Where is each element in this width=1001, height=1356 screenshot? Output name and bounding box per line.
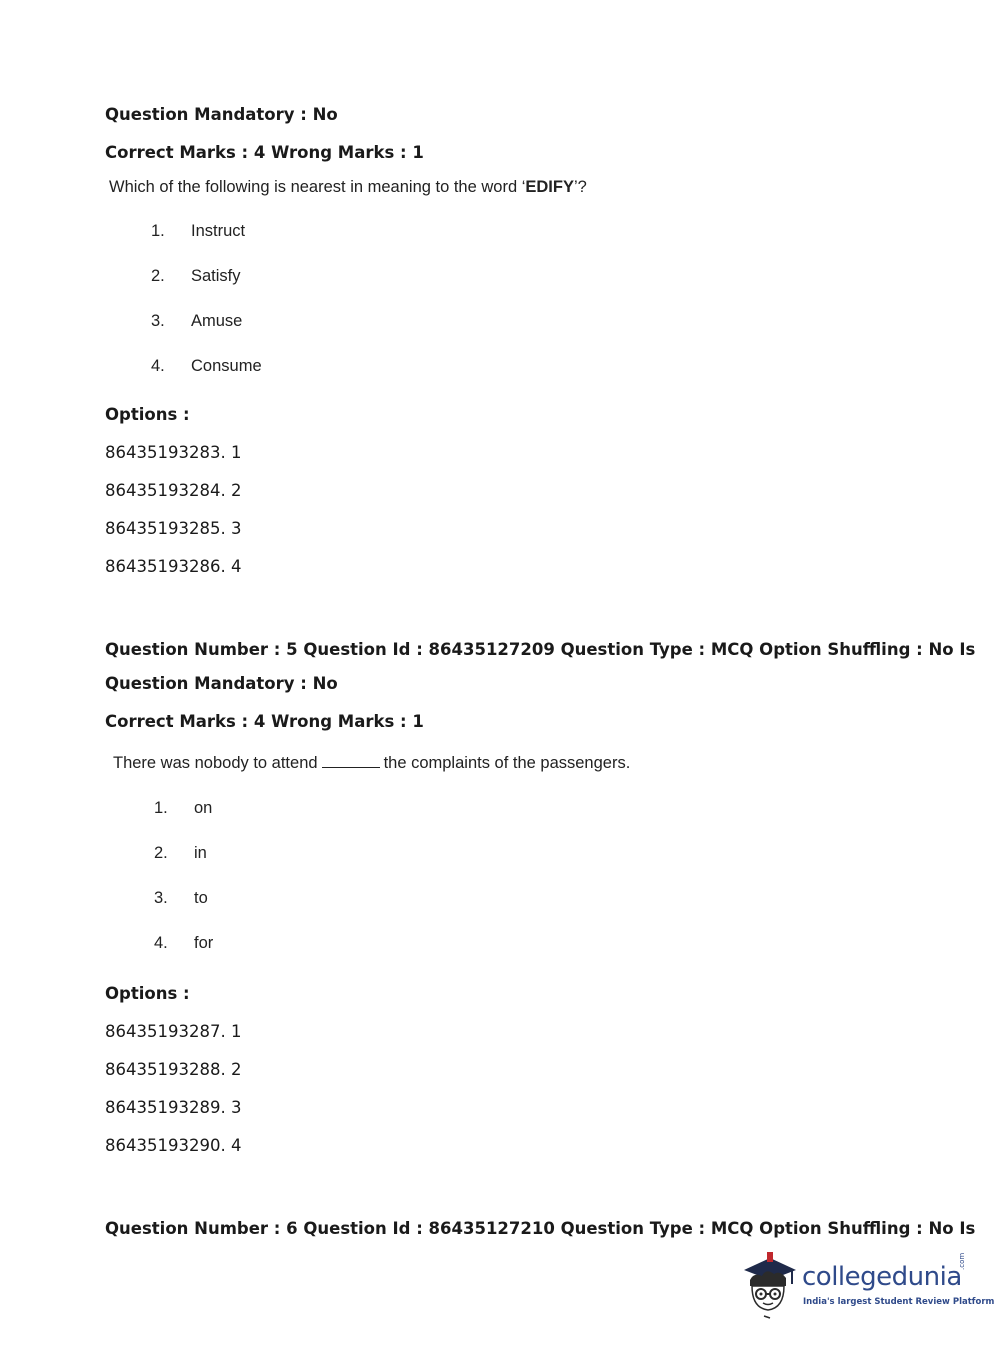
q4-choice-number: 4.: [151, 357, 165, 375]
q4-choice: [151, 356, 262, 376]
q5-options-heading: Options :: [105, 984, 190, 1003]
q5-choice-label: in: [194, 844, 207, 862]
collegedunia-logo: [740, 1250, 995, 1322]
q4-option-id: 86435193283. 1: [105, 443, 242, 462]
q5-choice: [154, 933, 213, 953]
q4-marks: Correct Marks : 4 Wrong Marks : 1: [105, 143, 424, 162]
q5-option-id: 86435193289. 3: [105, 1098, 242, 1117]
q5-choice-label: on: [194, 799, 213, 817]
q4-choice-label: Instruct: [191, 222, 246, 240]
q4-choice-number: 2.: [151, 267, 165, 285]
q5-choice: [154, 843, 207, 863]
q5-option-id: 86435193287. 1: [105, 1022, 242, 1041]
fill-in-blank: [322, 753, 380, 768]
logo-tagline: India's largest Student Review Platform: [803, 1297, 995, 1307]
q5-choice-number: 1.: [154, 799, 168, 817]
q4-choice: [151, 266, 241, 286]
q4-option-id: 86435193286. 4: [105, 557, 242, 576]
q4-question-text-pre: Which of the following is nearest in meaning to the word ‘: [109, 178, 526, 196]
q5-mandatory: Question Mandatory : No: [105, 674, 338, 693]
mascot-icon: [740, 1250, 800, 1320]
q5-choice-number: 4.: [154, 934, 168, 952]
q5-question-text: [113, 753, 630, 773]
q4-choice-label: Consume: [191, 357, 262, 375]
q4-choice: [151, 311, 242, 331]
q4-options-heading: Options :: [105, 405, 190, 424]
q5-marks: Correct Marks : 4 Wrong Marks : 1: [105, 712, 424, 731]
logo-wordmark: collegedunia: [802, 1262, 962, 1292]
q5-header: Question Number : 5 Question Id : 86435127209 Question Type : MCQ Option Shuffling : No Is: [105, 640, 976, 659]
q5-choice-number: 3.: [154, 889, 168, 907]
q4-option-id: 86435193285. 3: [105, 519, 242, 538]
q6-header: Question Number : 6 Question Id : 86435127210 Question Type : MCQ Option Shuffling : No Is: [105, 1219, 976, 1238]
q4-choice-label: Satisfy: [191, 267, 241, 285]
q5-choice-number: 2.: [154, 844, 168, 862]
q5-question-text-post: the complaints of the passengers.: [383, 754, 631, 772]
q4-question-keyword: EDIFY: [525, 178, 574, 196]
q5-option-id: 86435193288. 2: [105, 1060, 242, 1079]
q5-question-text-pre: There was nobody to attend: [113, 754, 318, 772]
q5-option-id: 86435193290. 4: [105, 1136, 242, 1155]
q5-choice: [154, 888, 208, 908]
logo-dotcom: .com: [958, 1252, 966, 1270]
q4-choice-label: Amuse: [191, 312, 243, 330]
q5-choice: [154, 798, 212, 818]
q5-choice-label: for: [194, 934, 214, 952]
q4-option-id: 86435193284. 2: [105, 481, 242, 500]
q4-question-text-post: ’?: [573, 178, 587, 196]
q4-choice: [151, 221, 245, 241]
q5-choice-label: to: [194, 889, 208, 907]
q4-choice-number: 1.: [151, 222, 165, 240]
q4-choice-number: 3.: [151, 312, 165, 330]
q4-mandatory: Question Mandatory : No: [105, 105, 338, 124]
q4-question-text: [109, 177, 587, 197]
